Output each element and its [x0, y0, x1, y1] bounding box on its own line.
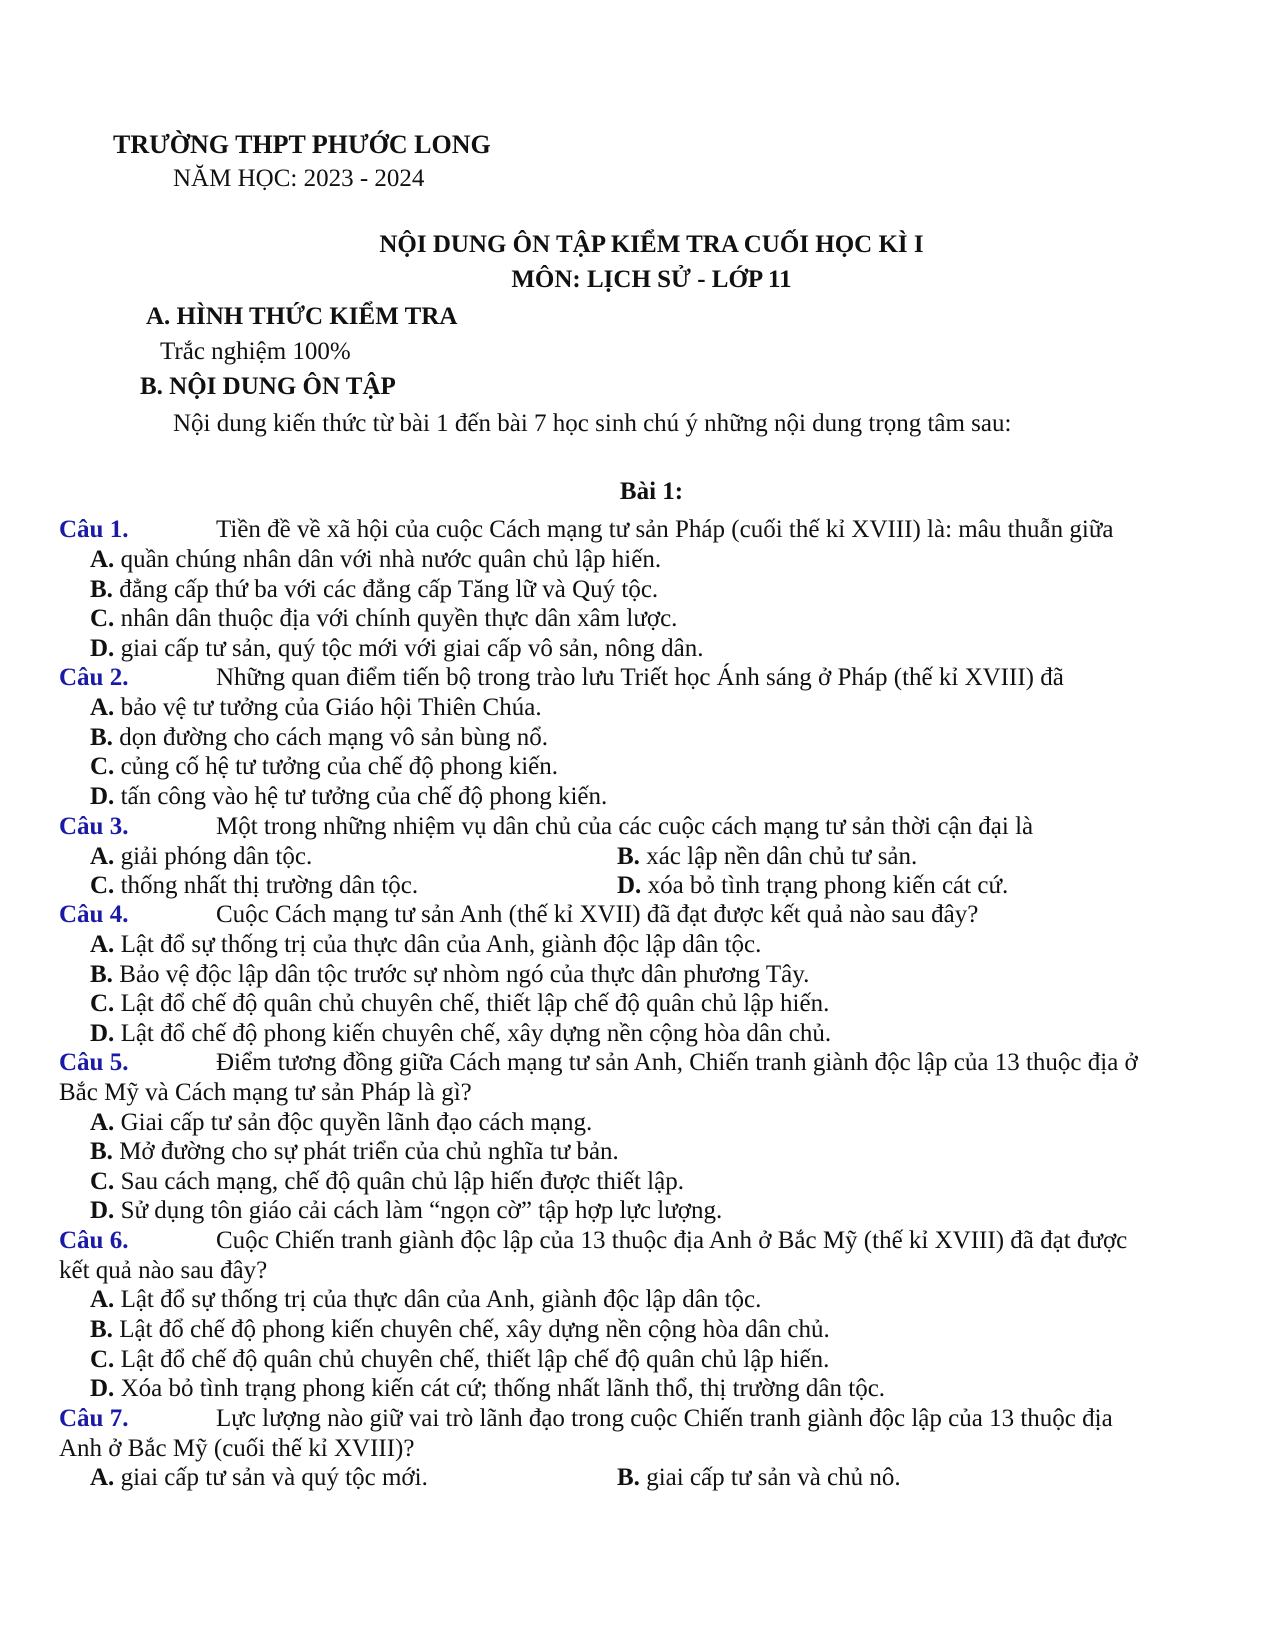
question-continuation: kết quả nào sau đây? [59, 1257, 268, 1284]
option: A. Lật đổ sự thống trị của thực dân của Anh, giành độc lập dân tộc. [90, 931, 762, 958]
option: B. Bảo vệ độc lập dân tộc trước sự nhòm ngó của thực dân phương Tây. [90, 961, 810, 988]
option: B. xác lập nền dân chủ tư sản. [617, 843, 918, 870]
section-b-heading: B. NỘI DUNG ÔN TẬP [140, 373, 396, 400]
option: B. dọn đường cho cách mạng vô sản bùng nổ. [90, 724, 548, 751]
school-year: NĂM HỌC: 2023 - 2024 [173, 165, 425, 192]
question-6 [59, 1226, 1128, 1256]
question-3 [59, 812, 1034, 842]
question-text: Điểm tương đồng giữa Cách mạng tư sản Anh, Chiến tranh giành độc lập của 13 thuộc địa ở [216, 1049, 1138, 1076]
document-title: NỘI DUNG ÔN TẬP KIỂM TRA CUỐI HỌC KÌ I [379, 231, 924, 258]
question-label: Câu 4. [59, 901, 129, 928]
option: D. Sử dụng tôn giáo cải cách làm “ngọn cờ” tập hợp lực lượng. [90, 1197, 723, 1224]
question-label: Câu 6. [59, 1227, 129, 1254]
section-b-text: Nội dung kiến thức từ bài 1 đến bài 7 học sinh chú ý những nội dung trọng tâm sau: [173, 410, 1012, 437]
question-label: Câu 7. [59, 1405, 129, 1432]
option: C. Lật đổ chế độ quân chủ chuyên chế, thiết lập chế độ quân chủ lập hiến. [90, 1346, 830, 1373]
option: D. tấn công vào hệ tư tưởng của chế độ phong kiến. [90, 783, 608, 810]
question-7 [59, 1404, 1113, 1434]
question-label: Câu 3. [59, 813, 129, 840]
question-text: Lực lượng nào giữ vai trò lãnh đạo trong cuộc Chiến tranh giành độc lập của 13 thuộc địa [216, 1405, 1113, 1432]
question-text: Cuộc Chiến tranh giành độc lập của 13 thuộc địa Anh ở Bắc Mỹ (thế kỉ XVIII) đã đạt được [216, 1227, 1128, 1254]
question-text: Cuộc Cách mạng tư sản Anh (thế kỉ XVII) đã đạt được kết quả nào sau đây? [216, 901, 979, 928]
school-name: TRƯỜNG THPT PHƯỚC LONG [113, 130, 491, 159]
option: B. đẳng cấp thứ ba với các đẳng cấp Tăng lữ và Quý tộc. [90, 576, 659, 603]
option: C. thống nhất thị trường dân tộc. [90, 872, 419, 899]
lesson-heading: Bài 1: [619, 478, 684, 505]
option: C. nhân dân thuộc địa với chính quyền thực dân xâm lược. [90, 605, 678, 632]
question-text: Tiền đề về xã hội của cuộc Cách mạng tư sản Pháp (cuối thế kỉ XVIII) là: mâu thuẫn giữa [216, 516, 1114, 543]
question-2 [59, 663, 1064, 693]
option: C. Lật đổ chế độ quân chủ chuyên chế, thiết lập chế độ quân chủ lập hiến. [90, 990, 830, 1017]
option: B. Mở đường cho sự phát triển của chủ nghĩa tư bản. [90, 1138, 619, 1165]
subject-title: MÔN: LỊCH SỬ - LỚP 11 [511, 266, 792, 293]
question-text: Những quan điểm tiến bộ trong trào lưu Triết học Ánh sáng ở Pháp (thế kỉ XVIII) đã [216, 664, 1064, 691]
question-4 [59, 900, 979, 930]
option: A. Lật đổ sự thống trị của thực dân của Anh, giành độc lập dân tộc. [90, 1286, 762, 1313]
option: A. bảo vệ tư tưởng của Giáo hội Thiên Chúa. [90, 694, 542, 721]
option: C. củng cố hệ tư tưởng của chế độ phong kiến. [90, 753, 558, 780]
option: A. giai cấp tư sản và quý tộc mới. [90, 1464, 428, 1491]
question-continuation: Bắc Mỹ và Cách mạng tư sản Pháp là gì? [59, 1079, 472, 1106]
question-label: Câu 5. [59, 1049, 129, 1076]
question-text: Một trong những nhiệm vụ dân chủ của các cuộc cách mạng tư sản thời cận đại là [216, 813, 1034, 840]
option: A. giải phóng dân tộc. [90, 843, 313, 870]
option: D. Xóa bỏ tình trạng phong kiến cát cứ; thống nhất lãnh thổ, thị trường dân tộc. [90, 1375, 886, 1402]
option: A. Giai cấp tư sản độc quyền lãnh đạo cách mạng. [90, 1109, 593, 1136]
section-a-heading: A. HÌNH THỨC KIỂM TRA [146, 303, 458, 330]
option: A. quần chúng nhân dân với nhà nước quân chủ lập hiến. [90, 546, 662, 573]
option: D. xóa bỏ tình trạng phong kiến cát cứ. [617, 872, 1009, 899]
section-a-text: Trắc nghiệm 100% [160, 338, 351, 365]
question-label: Câu 1. [59, 516, 129, 543]
question-continuation: Anh ở Bắc Mỹ (cuối thế kỉ XVIII)? [59, 1435, 415, 1462]
question-label: Câu 2. [59, 664, 129, 691]
option: C. Sau cách mạng, chế độ quân chủ lập hiến được thiết lập. [90, 1168, 684, 1195]
option: D. Lật đổ chế độ phong kiến chuyên chế, xây dựng nền cộng hòa dân chủ. [90, 1020, 832, 1047]
option: B. Lật đổ chế độ phong kiến chuyên chế, xây dựng nền cộng hòa dân chủ. [90, 1316, 830, 1343]
question-5 [59, 1048, 1138, 1078]
option: B. giai cấp tư sản và chủ nô. [617, 1464, 901, 1491]
question-1 [59, 515, 1114, 545]
option: D. giai cấp tư sản, quý tộc mới với giai cấp vô sản, nông dân. [90, 635, 704, 662]
